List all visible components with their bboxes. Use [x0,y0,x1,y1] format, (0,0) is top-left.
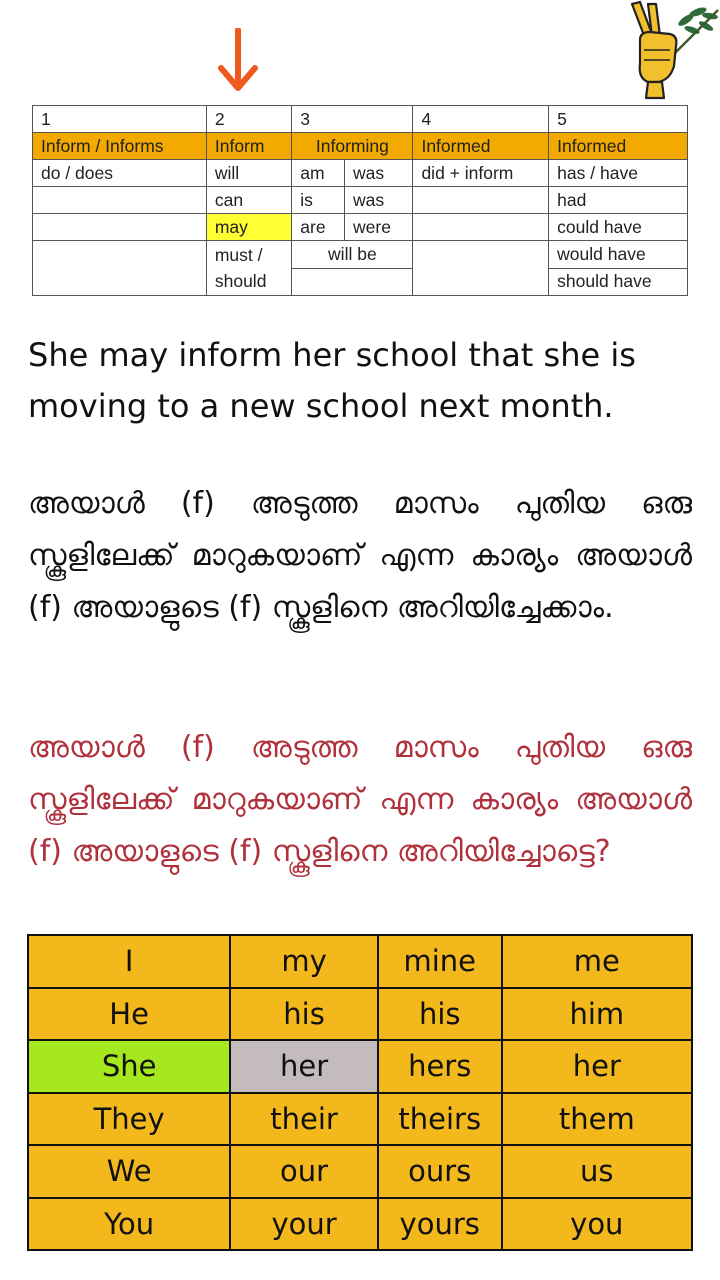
verb-tense-table [32,105,688,296]
malayalam-statement: അയാൾ (f) അടുത്ത മാസം പുതിയ ഒരു സ്കൂളിലേക്ക് മാറുകയാണ് എന്ന കാര്യം അയാൾ (f) അയാളുടെ (f) സ്കൂളിനെ അറിയിച്ചേക്കാം. [28,486,692,625]
column-number: 3 [292,106,413,133]
header-cell: Inform / Informs [33,133,207,160]
column-number: 2 [206,106,291,133]
pronoun-cell: They [28,1093,230,1146]
column-number: 1 [33,106,207,133]
malayalam-question: അയാൾ (f) അടുത്ത മാസം പുതിയ ഒരു സ്കൂളിലേക്ക് മാറുകയാണ് എന്ന കാര്യം അയാൾ (f) അയാളുടെ (f) സ്കൂളിനെ അറിയിച്ചോട്ടെ? [28,730,692,869]
pronoun-cell: their [230,1093,378,1146]
pronoun-cell: your [230,1198,378,1251]
pronoun-row [28,988,692,1041]
pronoun-cell: us [502,1145,692,1198]
table-cell [292,268,413,296]
table-cell: would have [549,241,688,269]
table-cell: am [292,160,345,187]
table-row [33,160,688,187]
pronoun-cell: mine [378,935,502,988]
header-cell: Informed [549,133,688,160]
column-number-row [33,106,688,133]
table-cell: should have [549,268,688,296]
pronoun-cell: He [28,988,230,1041]
header-cell: Informed [413,133,549,160]
pronoun-row [28,1093,692,1146]
table-cell: will be [292,241,413,269]
down-arrow-icon [216,28,260,94]
header-cell: Informing [292,133,413,160]
pronoun-cell: you [502,1198,692,1251]
pronoun-cell: hers [378,1040,502,1093]
pronoun-cell: his [378,988,502,1041]
header-cell: Inform [206,133,291,160]
table-row [33,214,688,241]
pronoun-row [28,935,692,988]
table-cell: can [206,187,291,214]
table-cell: could have [549,214,688,241]
pronoun-cell: theirs [378,1093,502,1146]
table-cell: were [345,214,413,241]
table-cell: had [549,187,688,214]
pronoun-cell: ours [378,1145,502,1198]
pronoun-cell: his [230,988,378,1041]
table-cell: are [292,214,345,241]
highlighted-subject-cell: She [28,1040,230,1093]
pronoun-cell: our [230,1145,378,1198]
pronoun-cell: yours [378,1198,502,1251]
column-number: 5 [549,106,688,133]
pronoun-row [28,1040,692,1093]
english-example-sentence: She may inform her school that she is moving to a new school next month. [28,336,636,425]
table-row [33,187,688,214]
pronoun-cell: I [28,935,230,988]
table-cell [413,241,549,296]
highlighted-possessive-cell: her [230,1040,378,1093]
table-cell [33,187,207,214]
pronoun-cell: You [28,1198,230,1251]
table-cell [33,214,207,241]
table-cell: do / does [33,160,207,187]
table-row [33,241,688,269]
table-cell: will [206,160,291,187]
table-cell [33,241,207,296]
victory-hand-olive-branch-icon [618,0,720,100]
table-cell [413,214,549,241]
table-cell: must / should [206,241,291,296]
table-cell: did + inform [413,160,549,187]
pronoun-cell: me [502,935,692,988]
pronoun-cell: her [502,1040,692,1093]
table-cell: was [345,187,413,214]
pronoun-cell: him [502,988,692,1041]
table-cell: was [345,160,413,187]
pronoun-row [28,1145,692,1198]
verb-form-header-row [33,133,688,160]
pronoun-table [27,934,693,1251]
pronoun-row [28,1198,692,1251]
column-number: 4 [413,106,549,133]
table-cell: has / have [549,160,688,187]
table-cell [413,187,549,214]
pronoun-cell: my [230,935,378,988]
table-cell: is [292,187,345,214]
pronoun-cell: We [28,1145,230,1198]
pronoun-cell: them [502,1093,692,1146]
highlighted-modal-cell: may [206,214,291,241]
